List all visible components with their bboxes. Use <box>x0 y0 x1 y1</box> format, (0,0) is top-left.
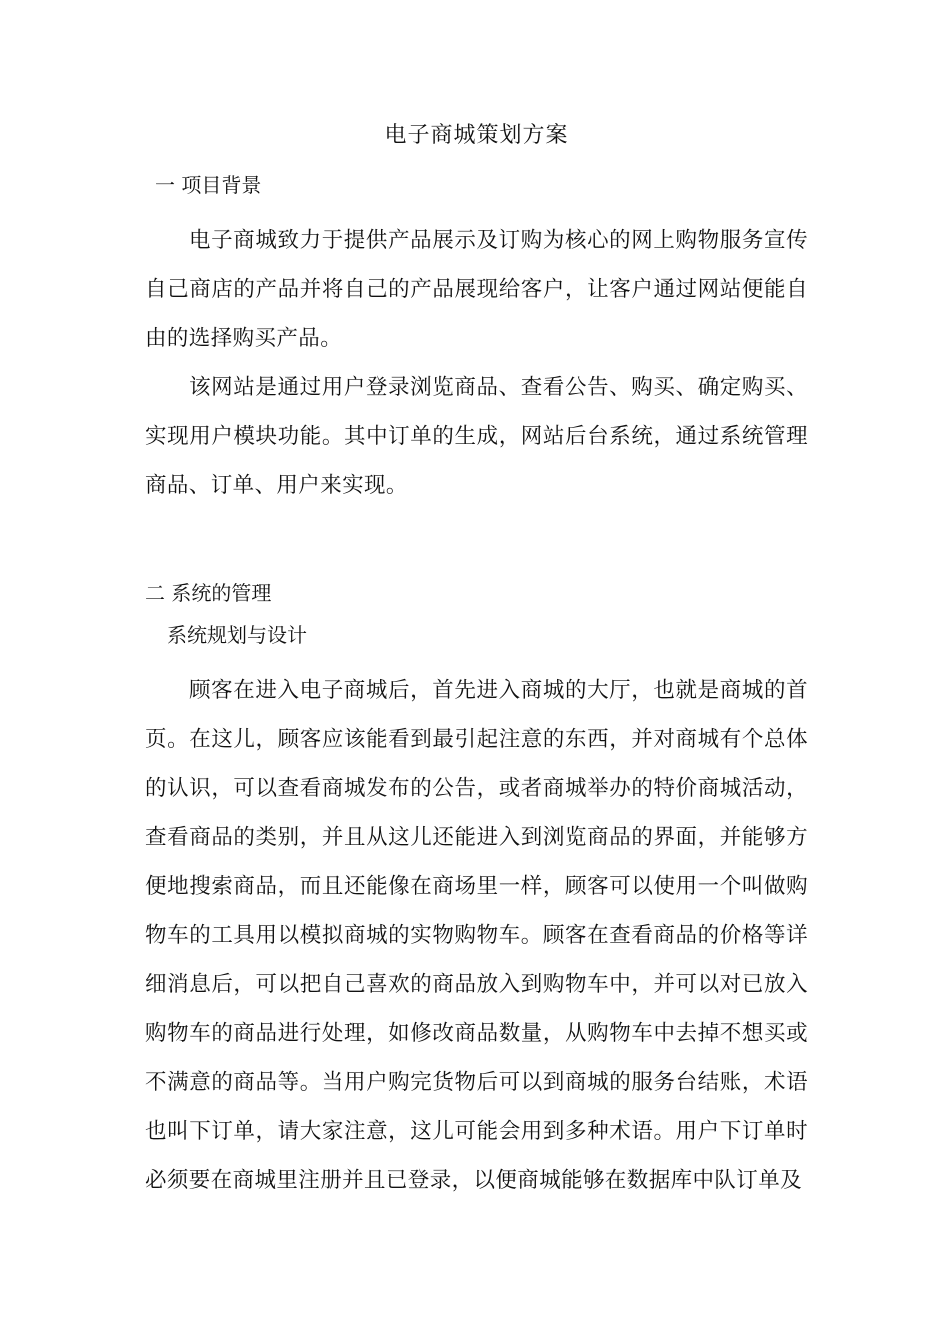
subheading-system-planning: 系统规划与设计 <box>167 623 307 647</box>
section-heading-system-management: 二 系统的管理 <box>145 581 272 605</box>
paragraph-background-2: 该网站是通过用户登录浏览商品、查看公告、购买、确定购买、实现用户模块功能。其中订单的生成，网站后台系统，通过系统管理商品、订单、用户来实现。 <box>145 375 808 498</box>
paragraph-background-1: 电子商城致力于提供产品展示及订购为核心的网上购物服务宣传自己商店的产品并将自己的产品展现给客户，让客户通过网站便能自由的选择购买产品。 <box>145 228 808 351</box>
document-title: 电子商城策划方案 <box>384 123 569 148</box>
section-heading-project-background: 一 项目背景 <box>155 173 262 197</box>
paragraph-system-1: 顾客在进入电子商城后，首先进入商城的大厅，也就是商城的首页。在这儿，顾客应该能看到最引起注意的东西，并对商城有个总体的认识，可以查看商城发布的公告，或者商城举办的特价商城活动，查看商品的类别，并且从这儿还能进入到浏览商品的界面，并能够方便地搜索商品，而且还能像在商场里一样，顾客可以使用一个叫做购物车的工具用以模拟商城的实物购物车。顾客在查看商品的价格等详细消息后，可以把自己喜欢的商品放入到购物车中，并可以对已放入购物车的商品进行处理，如修改商品数量，从购物车中去掉不想买或不满意的商品等。当用户购完货物后可以到商城的服务台结账，术语也叫下订单，请大家注意，这儿可能会用到多种术语。用户下订单时必须要在商城里注册并且已登录，以便商城能够在数据库中队订单及 <box>145 678 808 1193</box>
